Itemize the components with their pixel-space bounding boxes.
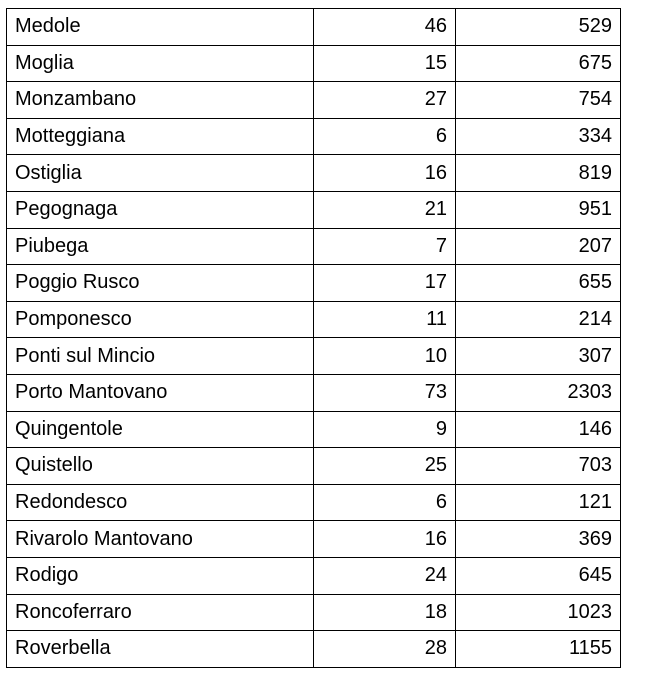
value-cell-a: 7 bbox=[314, 228, 456, 265]
value-cell-a: 11 bbox=[314, 301, 456, 338]
value-cell-b: 214 bbox=[456, 301, 621, 338]
value-cell-b: 121 bbox=[456, 484, 621, 521]
value-cell-a: 16 bbox=[314, 521, 456, 558]
value-cell-a: 17 bbox=[314, 265, 456, 302]
value-cell-a: 24 bbox=[314, 557, 456, 594]
value-cell-b: 334 bbox=[456, 118, 621, 155]
value-cell-b: 655 bbox=[456, 265, 621, 302]
municipality-cell: Motteggiana bbox=[7, 118, 314, 155]
municipality-cell: Quistello bbox=[7, 448, 314, 485]
value-cell-a: 28 bbox=[314, 631, 456, 668]
table-row bbox=[7, 521, 621, 558]
value-cell-b: 951 bbox=[456, 191, 621, 228]
municipality-cell: Ponti sul Mincio bbox=[7, 338, 314, 375]
value-cell-a: 21 bbox=[314, 191, 456, 228]
municipality-cell: Rodigo bbox=[7, 557, 314, 594]
table-row bbox=[7, 594, 621, 631]
value-cell-a: 6 bbox=[314, 484, 456, 521]
value-cell-a: 15 bbox=[314, 45, 456, 82]
table-row bbox=[7, 9, 621, 46]
table-body bbox=[7, 9, 621, 668]
value-cell-a: 18 bbox=[314, 594, 456, 631]
table-row bbox=[7, 411, 621, 448]
municipality-cell: Poggio Rusco bbox=[7, 265, 314, 302]
table-row bbox=[7, 631, 621, 668]
table-row bbox=[7, 301, 621, 338]
table-row bbox=[7, 155, 621, 192]
municipality-cell: Redondesco bbox=[7, 484, 314, 521]
value-cell-a: 73 bbox=[314, 374, 456, 411]
value-cell-a: 9 bbox=[314, 411, 456, 448]
value-cell-b: 703 bbox=[456, 448, 621, 485]
table-row bbox=[7, 448, 621, 485]
municipality-cell: Pomponesco bbox=[7, 301, 314, 338]
municipality-cell: Piubega bbox=[7, 228, 314, 265]
table-row bbox=[7, 228, 621, 265]
value-cell-b: 1023 bbox=[456, 594, 621, 631]
value-cell-b: 146 bbox=[456, 411, 621, 448]
value-cell-b: 675 bbox=[456, 45, 621, 82]
municipality-cell: Porto Mantovano bbox=[7, 374, 314, 411]
municipality-cell: Medole bbox=[7, 9, 314, 46]
municipality-cell: Roncoferraro bbox=[7, 594, 314, 631]
municipality-cell: Roverbella bbox=[7, 631, 314, 668]
value-cell-b: 1155 bbox=[456, 631, 621, 668]
table-row bbox=[7, 338, 621, 375]
value-cell-b: 207 bbox=[456, 228, 621, 265]
value-cell-b: 307 bbox=[456, 338, 621, 375]
municipality-cell: Monzambano bbox=[7, 82, 314, 119]
value-cell-a: 16 bbox=[314, 155, 456, 192]
value-cell-b: 819 bbox=[456, 155, 621, 192]
municipality-cell: Rivarolo Mantovano bbox=[7, 521, 314, 558]
spreadsheet-table-region bbox=[6, 8, 621, 668]
municipality-cell: Pegognaga bbox=[7, 191, 314, 228]
municipality-cell: Moglia bbox=[7, 45, 314, 82]
value-cell-b: 2303 bbox=[456, 374, 621, 411]
table-row bbox=[7, 484, 621, 521]
municipality-cell: Quingentole bbox=[7, 411, 314, 448]
table-row bbox=[7, 265, 621, 302]
value-cell-b: 529 bbox=[456, 9, 621, 46]
table-row bbox=[7, 191, 621, 228]
data-table bbox=[6, 8, 621, 668]
table-row bbox=[7, 557, 621, 594]
table-row bbox=[7, 45, 621, 82]
municipality-cell: Ostiglia bbox=[7, 155, 314, 192]
table-row bbox=[7, 118, 621, 155]
value-cell-a: 27 bbox=[314, 82, 456, 119]
table-row bbox=[7, 374, 621, 411]
value-cell-a: 25 bbox=[314, 448, 456, 485]
value-cell-a: 10 bbox=[314, 338, 456, 375]
value-cell-a: 46 bbox=[314, 9, 456, 46]
value-cell-b: 645 bbox=[456, 557, 621, 594]
table-row bbox=[7, 82, 621, 119]
value-cell-b: 369 bbox=[456, 521, 621, 558]
value-cell-a: 6 bbox=[314, 118, 456, 155]
value-cell-b: 754 bbox=[456, 82, 621, 119]
